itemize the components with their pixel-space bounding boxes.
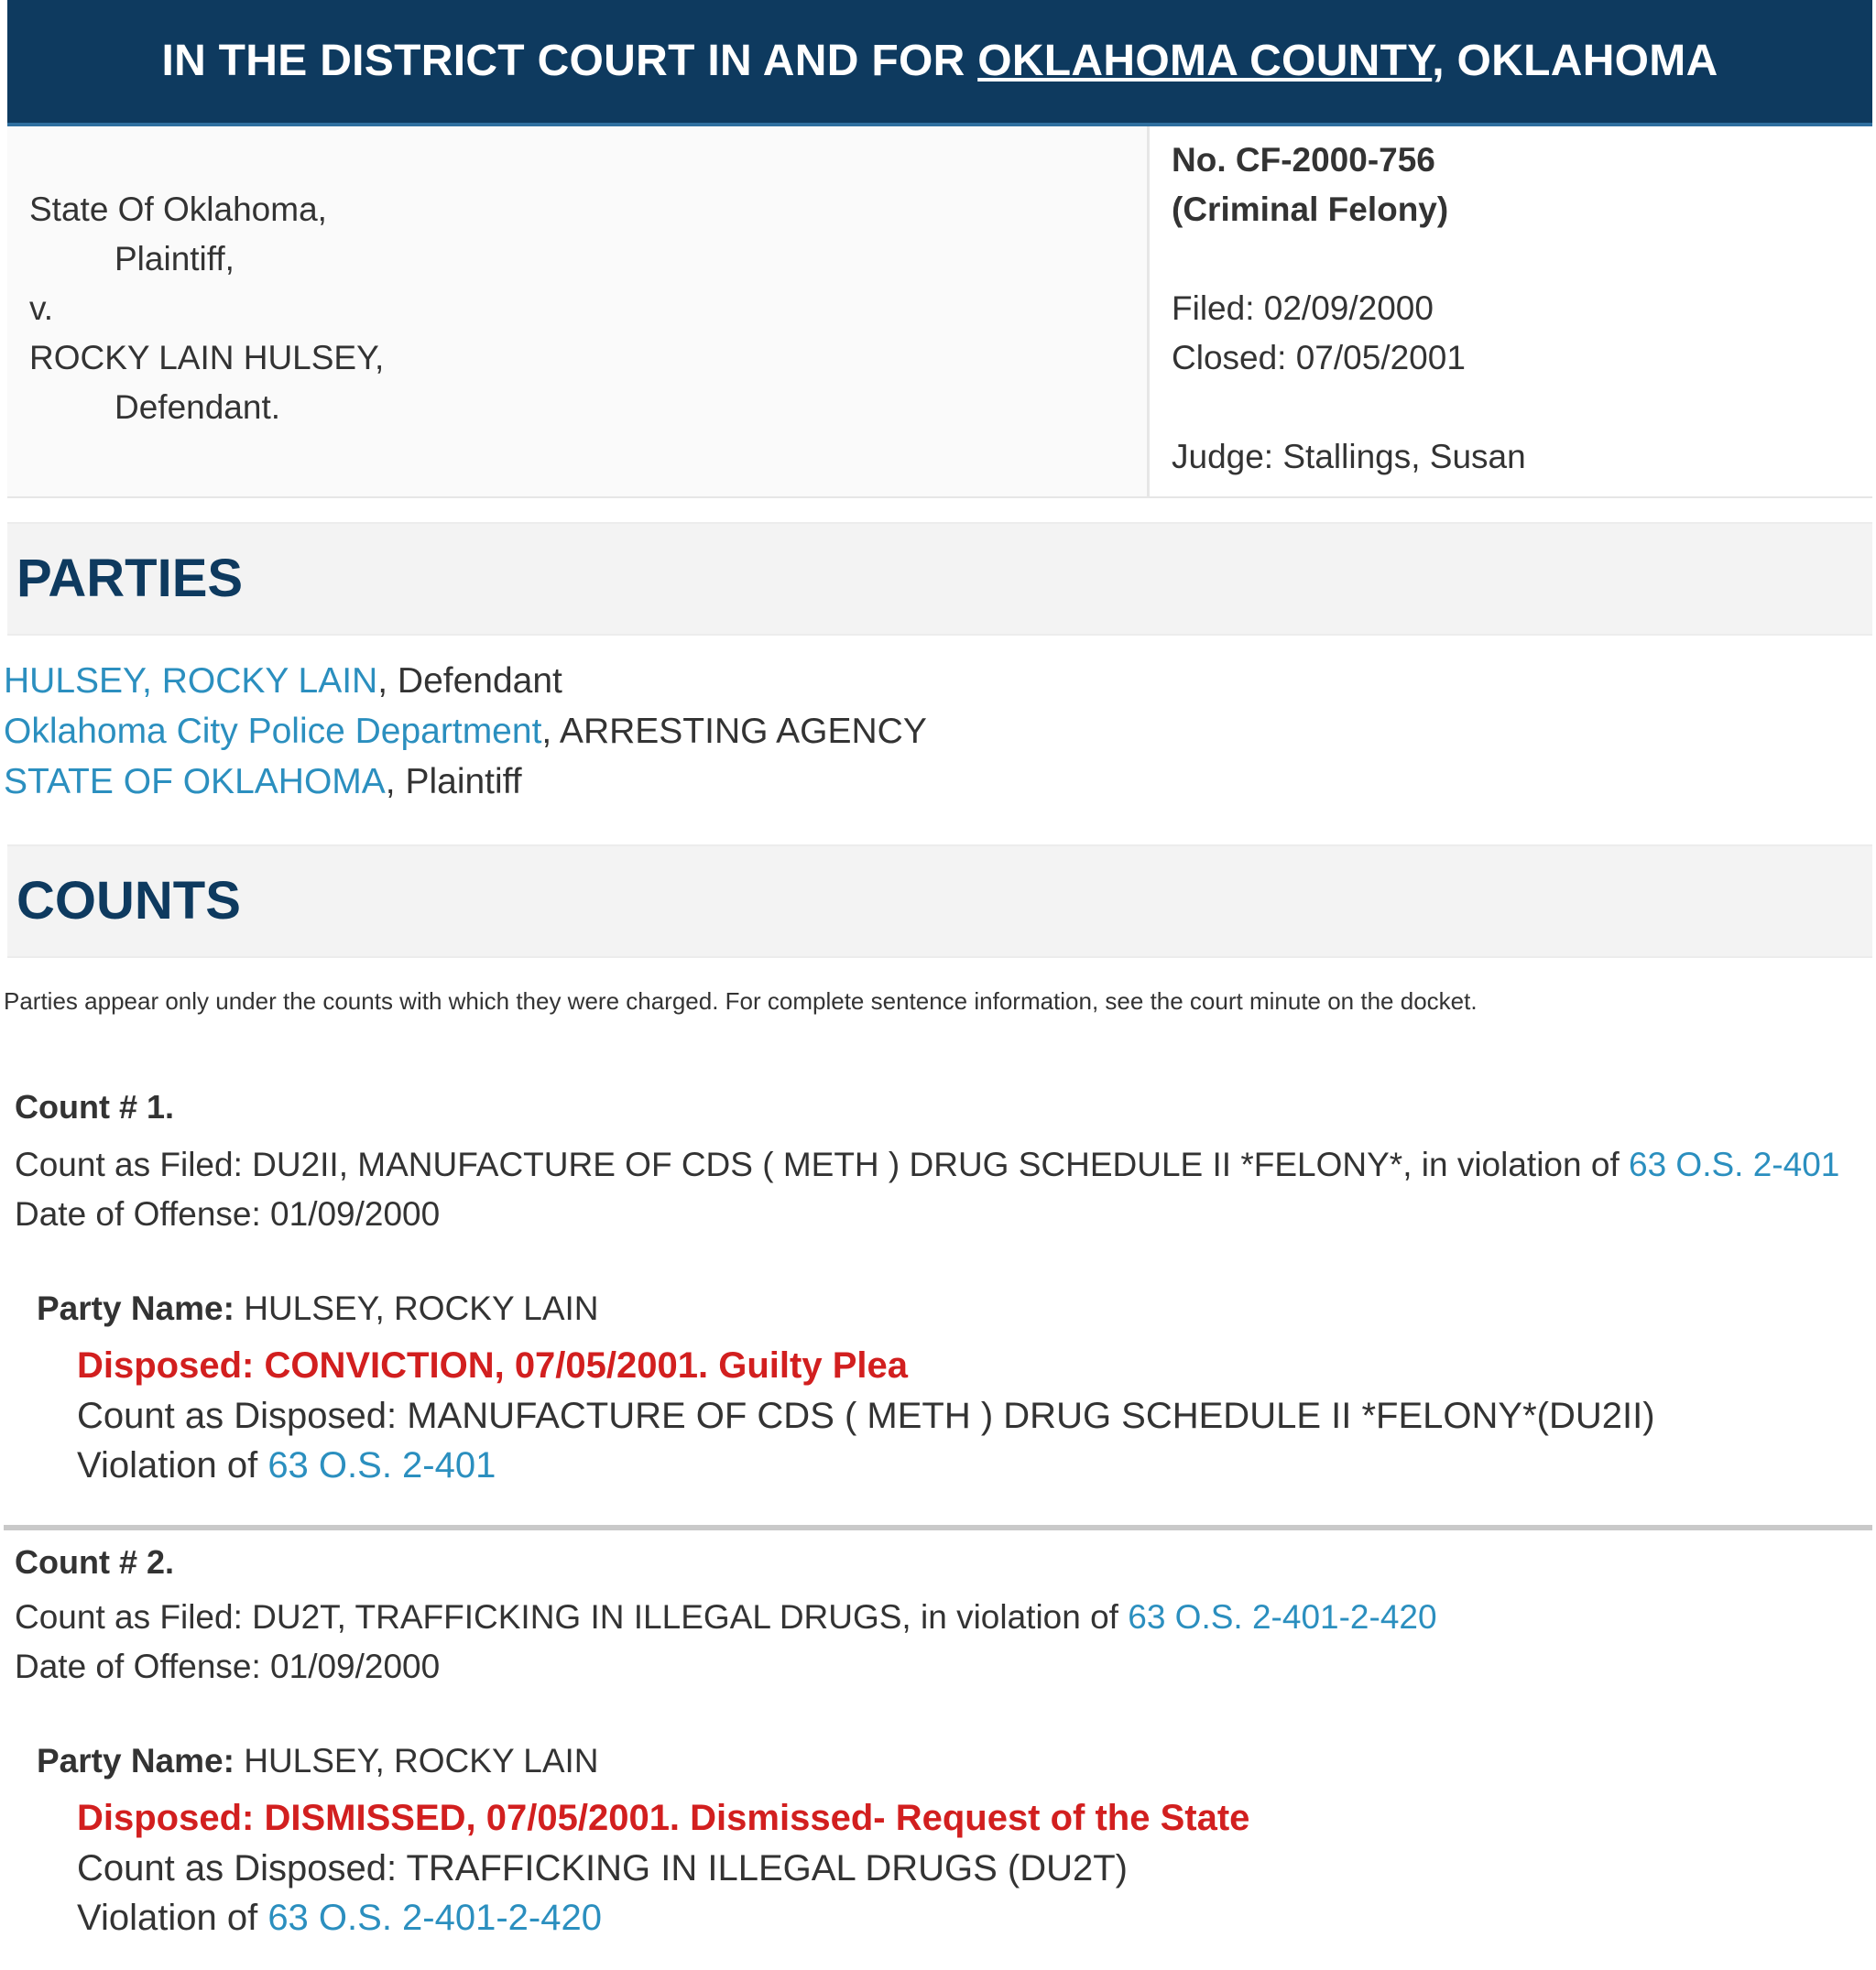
party-link[interactable]: HULSEY, ROCKY LAIN (4, 661, 378, 701)
violation-label: Violation of (77, 1898, 268, 1938)
offense-date: Date of Offense: 01/09/2000 (15, 1195, 441, 1233)
caption-defendant-role: Defendant. (115, 388, 281, 426)
party-name-value: HULSEY, ROCKY LAIN (234, 1742, 599, 1780)
judge-name: Judge: Stallings, Susan (1172, 438, 1526, 475)
count-title: Count # 1. (15, 1088, 175, 1126)
count-disposed: Count as Disposed: MANUFACTURE OF CDS ( METH ) DRUG SCHEDULE II *FELONY*(DU2II) (77, 1396, 1655, 1436)
header-prefix: IN THE DISTRICT COURT IN AND FOR (161, 37, 978, 85)
disposition-status: Disposed: DISMISSED, 07/05/2001. Dismissed- Request of the State (77, 1798, 1250, 1838)
party-name-line (37, 1290, 599, 1328)
header-suffix: , OKLAHOMA (1432, 37, 1718, 85)
offense-date: Date of Offense: 01/09/2000 (15, 1648, 441, 1685)
case-caption-details (1150, 126, 1872, 498)
party-item (4, 712, 927, 752)
statute-link[interactable]: 63 O.S. 2-401 (267, 1445, 496, 1486)
parties-section-header (7, 522, 1872, 636)
violation-label: Violation of (77, 1445, 268, 1486)
party-name-value: HULSEY, ROCKY LAIN (234, 1290, 599, 1327)
party-role: , ARRESTING AGENCY (541, 712, 927, 751)
disposition-status: Disposed: CONVICTION, 07/05/2001. Guilty Plea (77, 1345, 908, 1386)
party-name-label: Party Name: (37, 1290, 234, 1327)
statute-link[interactable]: 63 O.S. 2-401-2-420 (1128, 1598, 1437, 1636)
count-disposed: Count as Disposed: TRAFFICKING IN ILLEGAL DRUGS (DU2T) (77, 1848, 1128, 1888)
case-type: (Criminal Felony) (1172, 190, 1449, 228)
counts-title: COUNTS (16, 871, 241, 931)
violation-line (77, 1898, 602, 1939)
caption-defendant-name: ROCKY LAIN HULSEY, (29, 339, 385, 376)
statute-link[interactable]: 63 O.S. 2-401 (1629, 1146, 1840, 1183)
count-filed (15, 1146, 1839, 1184)
count-title: Count # 2. (15, 1543, 175, 1581)
party-item (4, 661, 562, 702)
case-caption-parties (7, 126, 1150, 498)
parties-title: PARTIES (16, 549, 244, 608)
party-item (4, 762, 522, 802)
count-filed-text: Count as Filed: DU2T, TRAFFICKING IN ILLEGAL DRUGS, in violation of (15, 1598, 1129, 1636)
caption-plaintiff-name: State Of Oklahoma, (29, 190, 327, 228)
court-header (7, 0, 1872, 126)
party-role: , Defendant (377, 661, 562, 701)
case-number: No. CF-2000-756 (1172, 141, 1435, 179)
counts-note: Parties appear only under the counts with which they were charged. For complete sentence information, see the court minute on the docket. (4, 987, 1478, 1015)
party-name-label: Party Name: (37, 1742, 234, 1780)
caption-plaintiff-role: Plaintiff, (115, 240, 234, 278)
count-divider (4, 1525, 1872, 1530)
filed-date: Filed: 02/09/2000 (1172, 289, 1434, 327)
header-county-link[interactable]: OKLAHOMA COUNTY (977, 37, 1433, 85)
count-filed-text: Count as Filed: DU2II, MANUFACTURE OF CDS ( METH ) DRUG SCHEDULE II *FELONY*, in violation of (15, 1146, 1629, 1183)
party-name-line (37, 1742, 599, 1780)
violation-line (77, 1445, 496, 1486)
caption-versus: v. (29, 289, 54, 327)
statute-link[interactable]: 63 O.S. 2-401-2-420 (267, 1898, 602, 1938)
count-filed (15, 1598, 1437, 1637)
party-link[interactable]: Oklahoma City Police Department (4, 712, 542, 751)
party-role: , Plaintiff (385, 762, 522, 801)
counts-section-header (7, 844, 1872, 958)
closed-date: Closed: 07/05/2001 (1172, 339, 1466, 376)
party-link[interactable]: STATE OF OKLAHOMA (4, 762, 386, 801)
